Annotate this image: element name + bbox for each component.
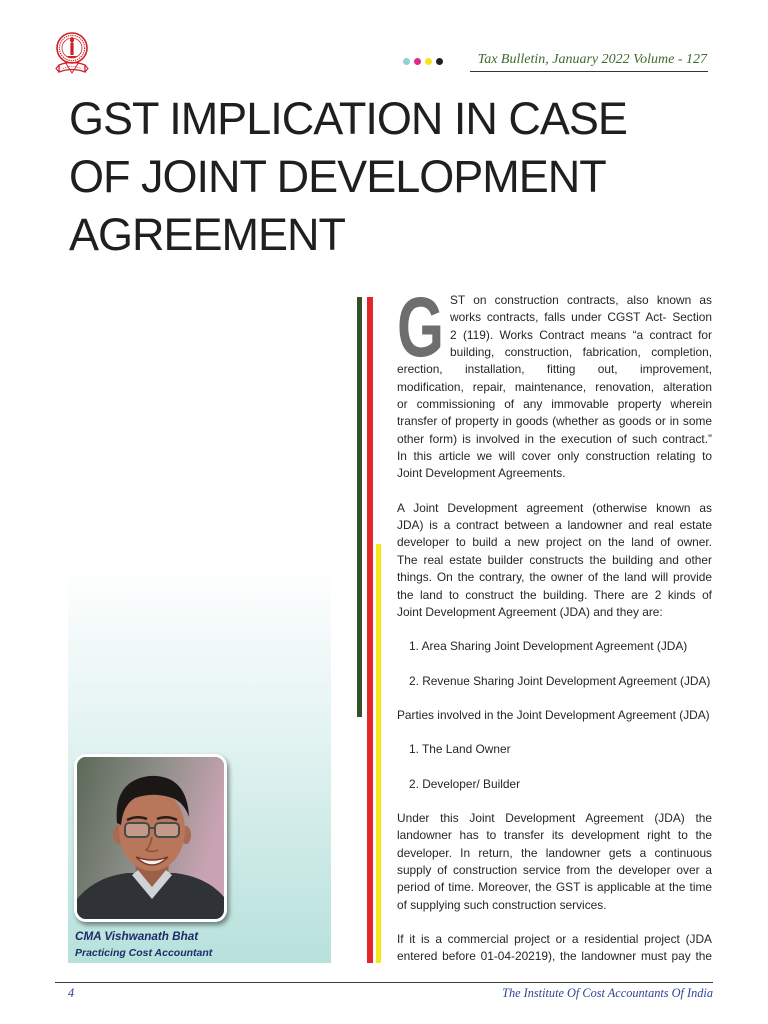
list-item: 1. The Land Owner: [409, 742, 511, 757]
article-title: [69, 90, 627, 264]
list-item: 2. Revenue Sharing Joint Development Agreement (JDA): [409, 673, 711, 688]
body-line: other form) is involved in the execution of such contract.”: [397, 431, 712, 446]
body-line: building, construction, fabrication, completion,: [450, 345, 712, 360]
body-line: Joint Development Agreements.: [397, 466, 566, 481]
footer-divider: [55, 982, 713, 983]
body-line: If it is a commercial project or a residential project (JDA: [397, 931, 712, 946]
accent-bar-yellow: [376, 544, 381, 963]
footer-institute: The Institute Of Cost Accountants Of India: [502, 986, 713, 1000]
body-line: transfer of property in goods (whether as goods or in some: [397, 414, 712, 429]
body-line: developer to build a new project on the land of owner.: [397, 535, 712, 550]
body-line: works contracts, falls under CGST Act- Section: [450, 310, 712, 325]
portrait-image: [77, 757, 224, 919]
body-line: In this article we will cover only construction relating to: [397, 449, 712, 464]
institute-logo: [54, 29, 90, 79]
yellow-dot: [425, 58, 432, 65]
gst-liability-paragraph: [397, 931, 712, 966]
body-line: erection, installation, fitting out, improvement,: [397, 362, 712, 377]
title-line: AGREEMENT: [69, 209, 346, 260]
author-name: CMA Vishwanath Bhat: [75, 930, 199, 943]
body-line: JDA) is a contract between a landowner and real estate: [397, 518, 712, 533]
author-photo: [74, 754, 227, 922]
body-line: the land to construct the building. There are 2 kinds of: [397, 587, 712, 602]
color-dots: [403, 58, 447, 65]
body-line: things. On the contrary, the owner of the land will provide: [397, 570, 712, 585]
body-line: supply of construction service from the developer over a: [397, 862, 712, 877]
body-line: Joint Development Agreement (JDA) and they are:: [397, 604, 663, 619]
body-line: of supplying such construction services.: [397, 897, 607, 912]
body-line: landowner has to transfer its development right to the: [397, 828, 712, 843]
list-item: 1. Area Sharing Joint Development Agreement (JDA): [409, 639, 688, 654]
jda-definition-paragraph: [397, 500, 712, 621]
parties-heading: Parties involved in the Joint Development Agreement (JDA): [397, 707, 710, 722]
article-body: [397, 280, 712, 983]
body-line: The real estate builder constructs the building and other: [397, 552, 712, 567]
body-line: or commissioning of any immovable property wherein: [397, 397, 712, 412]
intro-paragraph: [397, 280, 712, 483]
title-line: GST IMPLICATION IN CASE: [69, 93, 627, 144]
body-line: modification, repair, maintenance, renovation, alteration: [397, 379, 712, 394]
body-line: Under this Joint Development Agreement (JDA) the: [397, 810, 712, 825]
body-line: A Joint Development agreement (otherwise known as: [397, 500, 712, 515]
body-line: developer. In return, the landowner gets a continuous: [397, 845, 712, 860]
drop-cap: G: [397, 280, 445, 374]
cyan-dot: [403, 58, 410, 65]
page-number: 4: [68, 986, 75, 1000]
body-line: period of time. Moreover, the GST is applicable at the time: [397, 880, 712, 895]
body-line: ST on construction contracts, also known as: [450, 293, 712, 307]
accent-bar-green: [357, 297, 362, 717]
black-dot: [436, 58, 443, 65]
list-item: 2. Developer/ Builder: [409, 776, 521, 791]
publication-header: Tax Bulletin, January 2022 Volume - 127: [470, 52, 708, 72]
jda-process-paragraph: [397, 810, 712, 914]
author-designation: Practicing Cost Accountant: [75, 947, 213, 959]
body-line: entered before 01-04-20219), the landowner must pay the: [397, 949, 712, 964]
title-line: OF JOINT DEVELOPMENT: [69, 151, 606, 202]
body-line: 2 (119). Works Contract means “a contract for: [450, 327, 712, 342]
accent-bar-red: [367, 297, 373, 963]
magenta-dot: [414, 58, 421, 65]
